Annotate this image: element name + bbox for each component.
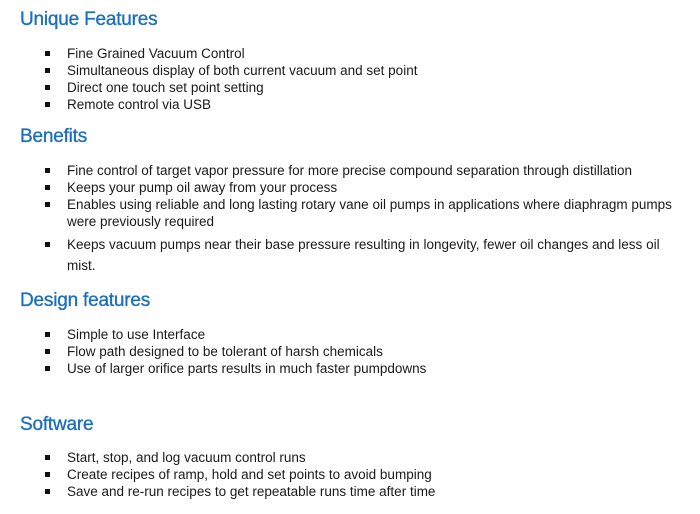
list-item-text: Keeps vacuum pumps near their base pressure resulting in longevity, fewer oil changes and less oil mist.	[67, 237, 660, 273]
list-item	[0, 343, 700, 360]
bullet-icon	[45, 202, 50, 207]
bullet-icon	[45, 366, 50, 371]
section-heading: Unique Features	[20, 9, 158, 30]
bullet-icon	[45, 332, 50, 337]
bullet-list	[0, 162, 700, 276]
list-item-text: Keeps your pump oil away from your process	[67, 180, 338, 195]
list-item	[0, 162, 700, 179]
list-item-text: Direct one touch set point setting	[67, 80, 264, 95]
list-item	[0, 466, 700, 483]
list-item-text: Save and re-run recipes to get repeatable runs time after time	[67, 484, 436, 499]
bullet-icon	[45, 472, 50, 477]
bullet-icon	[45, 102, 50, 107]
list-item-text: Remote control via USB	[67, 97, 212, 112]
list-item-text: Fine control of target vapor pressure for more precise compound separation through distillation	[67, 163, 633, 178]
list-item-text: Use of larger orifice parts results in much faster pumpdowns	[67, 361, 427, 376]
bullet-icon	[45, 349, 50, 354]
bullet-list	[0, 326, 700, 377]
bullet-icon	[45, 68, 50, 73]
bullet-list	[0, 45, 700, 113]
section-heading: Design features	[20, 290, 151, 311]
bullet-list	[0, 449, 700, 500]
list-item-text: Create recipes of ramp, hold and set points to avoid bumping	[67, 467, 432, 482]
bullet-icon	[45, 185, 50, 190]
bullet-icon	[45, 489, 50, 494]
list-item	[0, 449, 700, 466]
bullet-icon	[45, 51, 50, 56]
bullet-icon	[45, 85, 50, 90]
list-item	[0, 196, 700, 230]
list-item	[0, 360, 700, 377]
bullet-icon	[45, 242, 50, 247]
list-item	[0, 96, 700, 113]
list-item-text: Simple to use Interface	[67, 327, 206, 342]
list-item	[0, 234, 700, 276]
list-item	[0, 179, 700, 196]
list-item	[0, 79, 700, 96]
list-item-text: Simultaneous display of both current vacuum and set point	[67, 63, 418, 78]
list-item	[0, 62, 700, 79]
list-item-text: Fine Grained Vacuum Control	[67, 46, 245, 61]
bullet-icon	[45, 168, 50, 173]
list-item-text: Enables using reliable and long lasting rotary vane oil pumps in applications where diaphragm pumps were previously required	[67, 197, 672, 229]
list-item	[0, 326, 700, 343]
section-heading: Benefits	[20, 126, 88, 147]
list-item	[0, 45, 700, 62]
list-item	[0, 483, 700, 500]
list-item-text: Flow path designed to be tolerant of harsh chemicals	[67, 344, 383, 359]
bullet-icon	[45, 455, 50, 460]
section-heading: Software	[20, 414, 94, 435]
list-item-text: Start, stop, and log vacuum control runs	[67, 450, 306, 465]
